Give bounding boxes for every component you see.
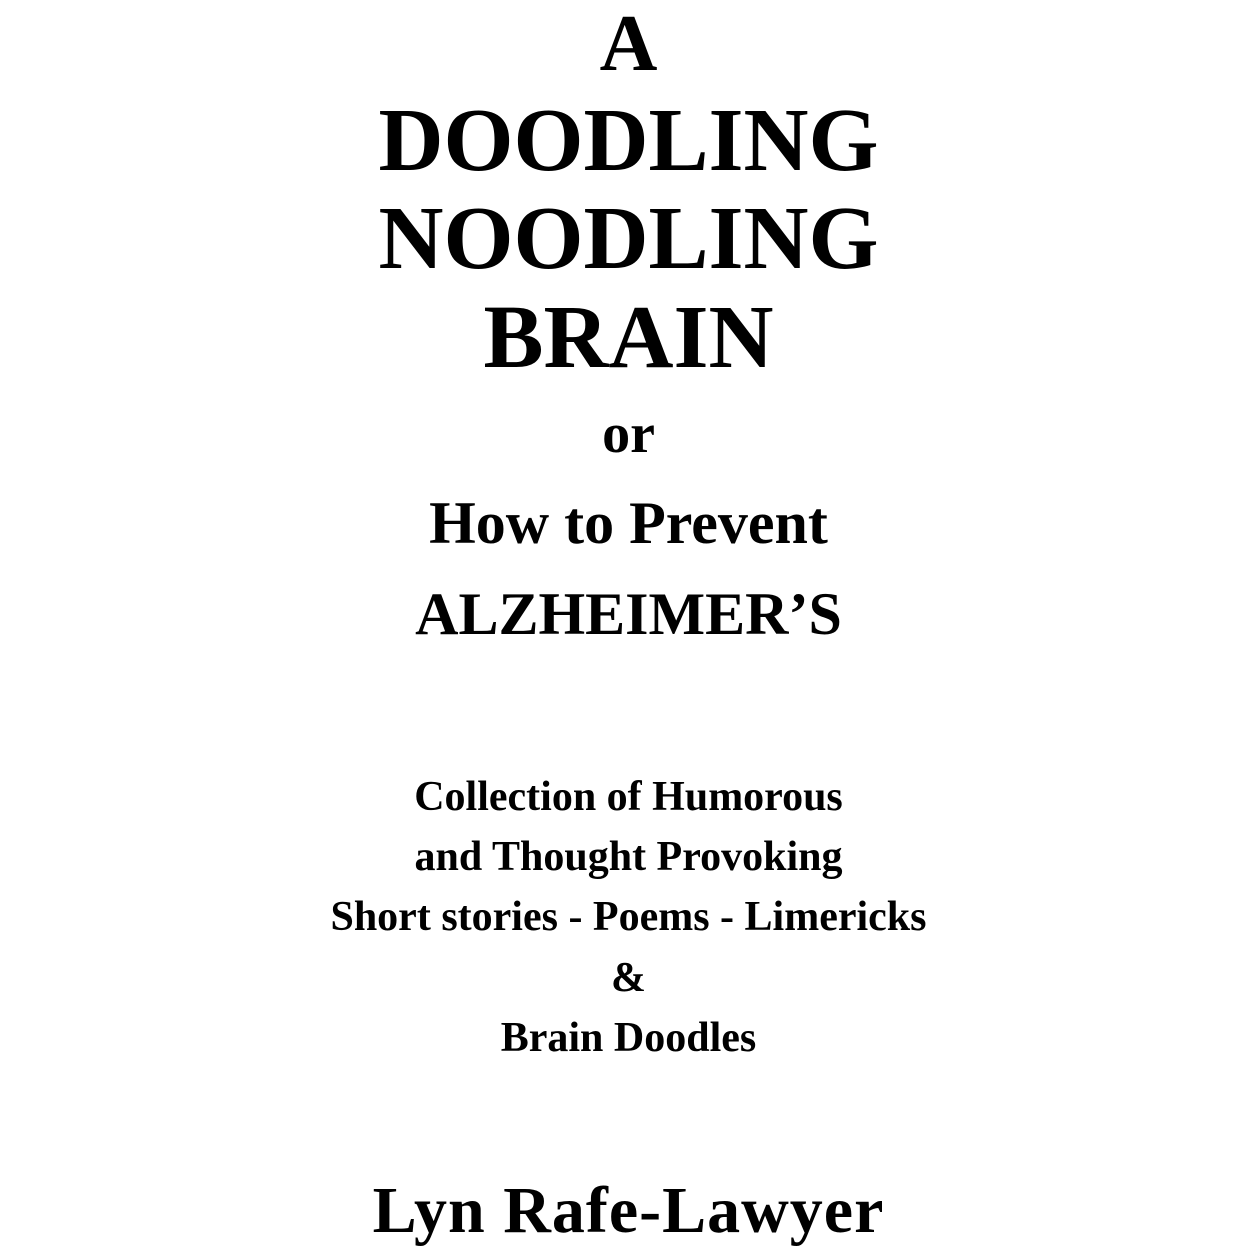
description-line-5: Brain Doodles <box>500 1015 757 1061</box>
title-line-a: A <box>599 0 658 88</box>
description-line-2: and Thought Provoking <box>414 834 843 880</box>
description-line-3: Short stories - Poems - Limericks <box>330 894 927 940</box>
subtitle-line-1: How to Prevent <box>429 490 828 556</box>
subtitle-connector: or <box>602 403 655 465</box>
title-line-doodling: DOODLING <box>378 91 879 190</box>
title-line-brain: BRAIN <box>483 288 774 387</box>
description-line-4: & <box>611 955 646 1001</box>
title-line-noodling: NOODLING <box>378 189 879 288</box>
author-name: Lyn Rafe-Lawyer <box>372 1174 885 1247</box>
subtitle-line-2: ALZHEIMER’S <box>415 581 842 647</box>
description-line-1: Collection of Humorous <box>414 774 843 820</box>
